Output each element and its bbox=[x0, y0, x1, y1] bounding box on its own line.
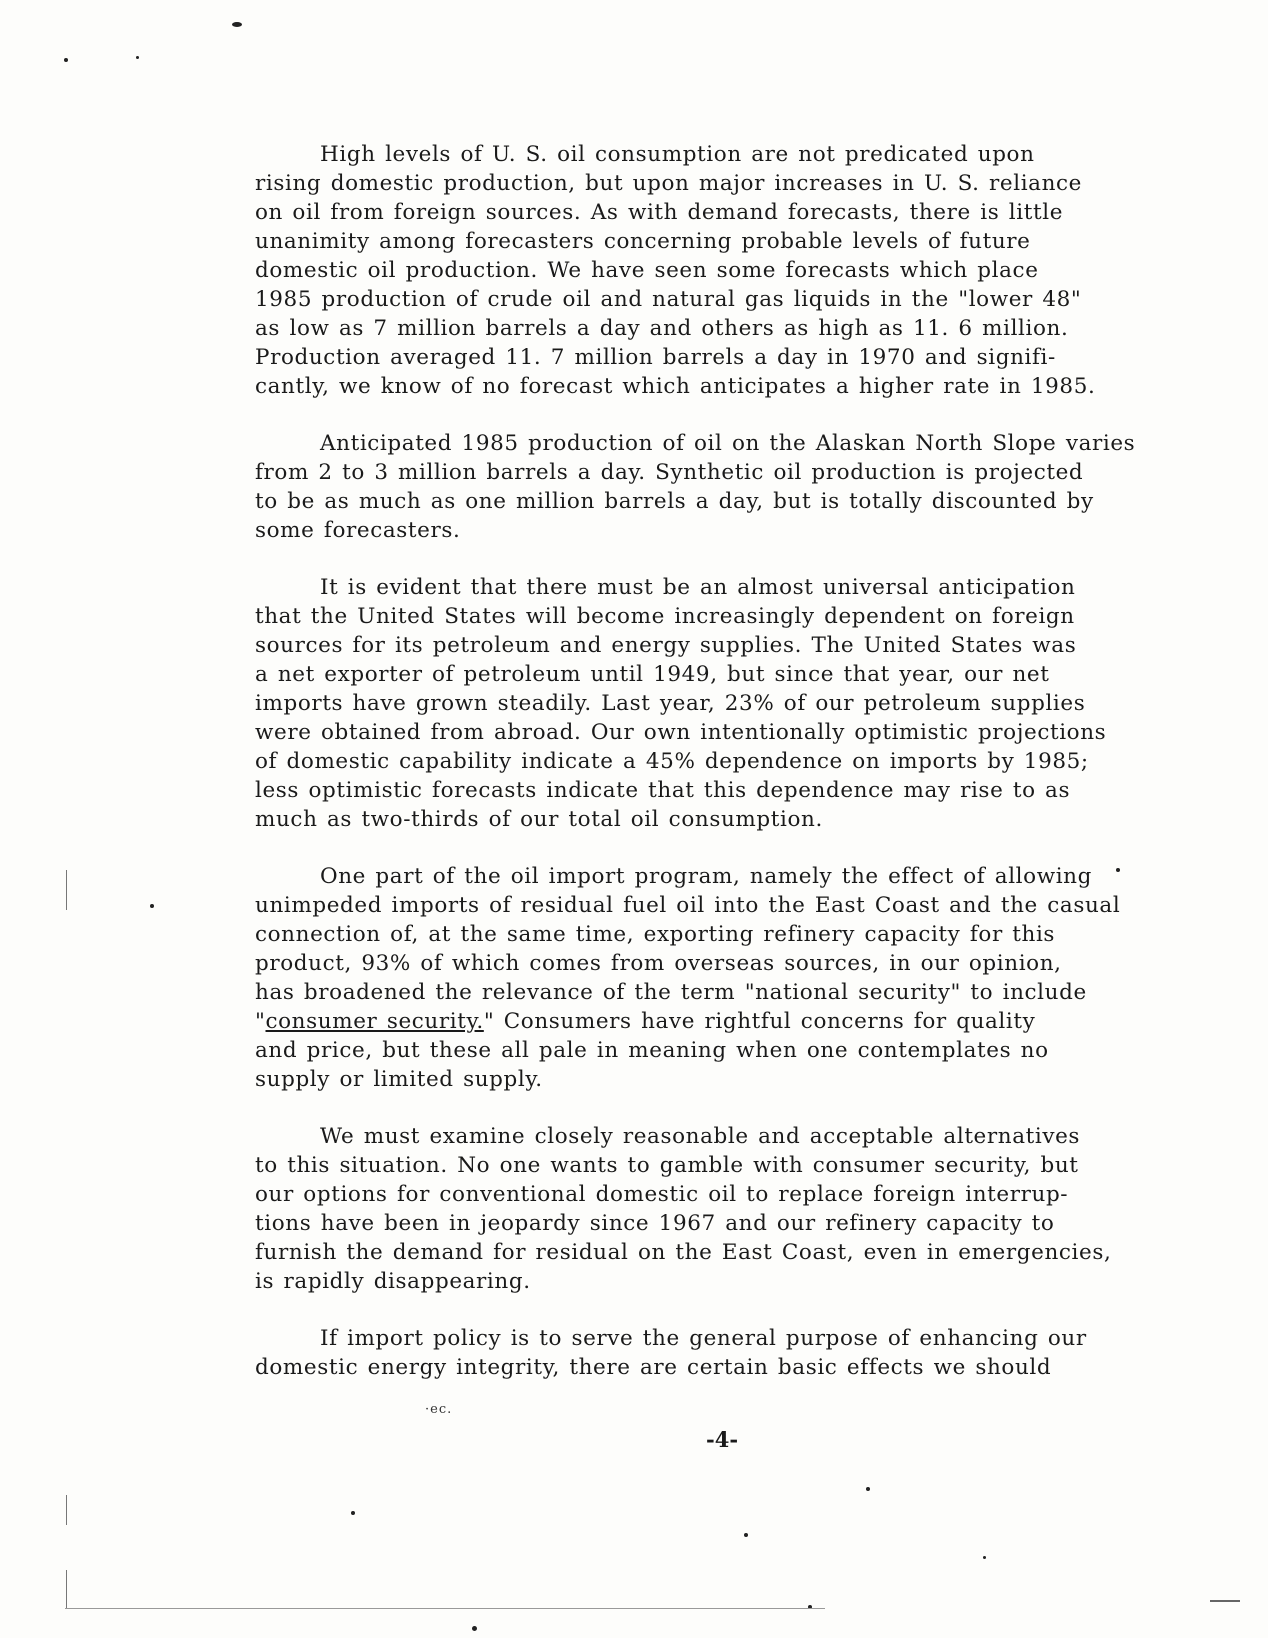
text-line: less optimistic forecasts indicate that this dependence may rise to as bbox=[255, 778, 1071, 803]
text-line: has broadened the relevance of the term "national security" to include bbox=[255, 980, 1087, 1005]
text-line: a net exporter of petroleum until 1949, but since that year, our net bbox=[255, 662, 1050, 687]
text-line: is rapidly disappearing. bbox=[255, 1269, 531, 1294]
text-line: from 2 to 3 million barrels a day. Synthetic oil production is projected bbox=[255, 460, 1084, 485]
text-line: tions have been in jeopardy since 1967 and our refinery capacity to bbox=[255, 1211, 1055, 1236]
margin-mark bbox=[66, 1570, 67, 1608]
text-line: as low as 7 million barrels a day and others as high as 11. 6 million. bbox=[255, 316, 1069, 341]
text-line: unanimity among forecasters concerning probable levels of future bbox=[255, 229, 1031, 254]
scan-speck bbox=[983, 1556, 986, 1559]
paragraph-4 bbox=[255, 862, 1215, 1094]
scan-speck bbox=[744, 1533, 748, 1537]
line-remainder: " Consumers have rightful concerns for quality bbox=[483, 1009, 1036, 1034]
scan-edge-line bbox=[1210, 1600, 1240, 1602]
paragraph-5 bbox=[255, 1122, 1215, 1296]
text-line: connection of, at the same time, exporting refinery capacity for this bbox=[255, 922, 1056, 947]
text-line: to this situation. No one wants to gamble with consumer security, but bbox=[255, 1153, 1079, 1178]
text-line: 1985 production of crude oil and natural gas liquids in the "lower 48" bbox=[255, 287, 1082, 312]
text-line: some forecasters. bbox=[255, 518, 461, 543]
body-text bbox=[255, 140, 1215, 1410]
text-line: domestic energy integrity, there are certain basic effects we should bbox=[255, 1355, 1052, 1380]
text-line: much as two-thirds of our total oil consumption. bbox=[255, 807, 823, 832]
text-line: our options for conventional domestic oil to replace foreign interrup- bbox=[255, 1182, 1069, 1207]
paragraph-6 bbox=[255, 1324, 1215, 1382]
text-line: and price, but these all pale in meaning when one contemplates no bbox=[255, 1038, 1049, 1063]
text-line: One part of the oil import program, namely the effect of allowing bbox=[320, 864, 1092, 889]
typist-initials: ·ec. bbox=[425, 1402, 453, 1417]
text-line: product, 93% of which comes from overseas sources, in our opinion, bbox=[255, 951, 1062, 976]
underlined-phrase: consumer security. bbox=[265, 1009, 484, 1034]
text-line: Production averaged 11. 7 million barrels a day in 1970 and signifi- bbox=[255, 345, 1056, 370]
text-line: imports have grown steadily. Last year, 23% of our petroleum supplies bbox=[255, 691, 1086, 716]
text-line: Anticipated 1985 production of oil on the Alaskan North Slope varies bbox=[320, 431, 1136, 456]
paragraph-3 bbox=[255, 573, 1215, 834]
scan-speck bbox=[64, 58, 68, 62]
text-line bbox=[255, 1007, 1215, 1036]
scan-speck bbox=[472, 1626, 477, 1631]
paragraph-2 bbox=[255, 429, 1215, 545]
scan-speck bbox=[150, 904, 154, 908]
margin-mark bbox=[66, 870, 67, 910]
text-line: sources for its petroleum and energy supplies. The United States was bbox=[255, 633, 1077, 658]
text-line: on oil from foreign sources. As with demand forecasts, there is little bbox=[255, 200, 1064, 225]
text-line: to be as much as one million barrels a day, but is totally discounted by bbox=[255, 489, 1094, 514]
quote-mark: " bbox=[255, 1009, 266, 1034]
text-line: If import policy is to serve the general purpose of enhancing our bbox=[320, 1326, 1087, 1351]
text-line: It is evident that there must be an almost universal anticipation bbox=[320, 575, 1076, 600]
margin-mark bbox=[66, 1495, 67, 1525]
text-line: rising domestic production, but upon major increases in U. S. reliance bbox=[255, 171, 1083, 196]
scan-speck bbox=[866, 1487, 870, 1491]
text-line: of domestic capability indicate a 45% dependence on imports by 1985; bbox=[255, 749, 1089, 774]
text-line: domestic oil production. We have seen some forecasts which place bbox=[255, 258, 1039, 283]
scan-speck bbox=[136, 56, 139, 59]
page-number: -4- bbox=[706, 1427, 739, 1452]
paragraph-1 bbox=[255, 140, 1215, 401]
text-line: cantly, we know of no forecast which anticipates a higher rate in 1985. bbox=[255, 374, 1096, 399]
text-line: supply or limited supply. bbox=[255, 1067, 543, 1092]
text-line: furnish the demand for residual on the East Coast, even in emergencies, bbox=[255, 1240, 1112, 1265]
scan-speck bbox=[232, 22, 242, 27]
scan-speck bbox=[1116, 868, 1120, 872]
scan-edge-line bbox=[65, 1608, 825, 1609]
scan-speck bbox=[351, 1511, 355, 1515]
text-line: High levels of U. S. oil consumption are not predicated upon bbox=[320, 142, 1035, 167]
text-line: that the United States will become increasingly dependent on foreign bbox=[255, 604, 1075, 629]
text-line: We must examine closely reasonable and acceptable alternatives bbox=[320, 1124, 1081, 1149]
text-line: were obtained from abroad. Our own intentionally optimistic projections bbox=[255, 720, 1107, 745]
text-line: unimpeded imports of residual fuel oil into the East Coast and the casual bbox=[255, 893, 1121, 918]
